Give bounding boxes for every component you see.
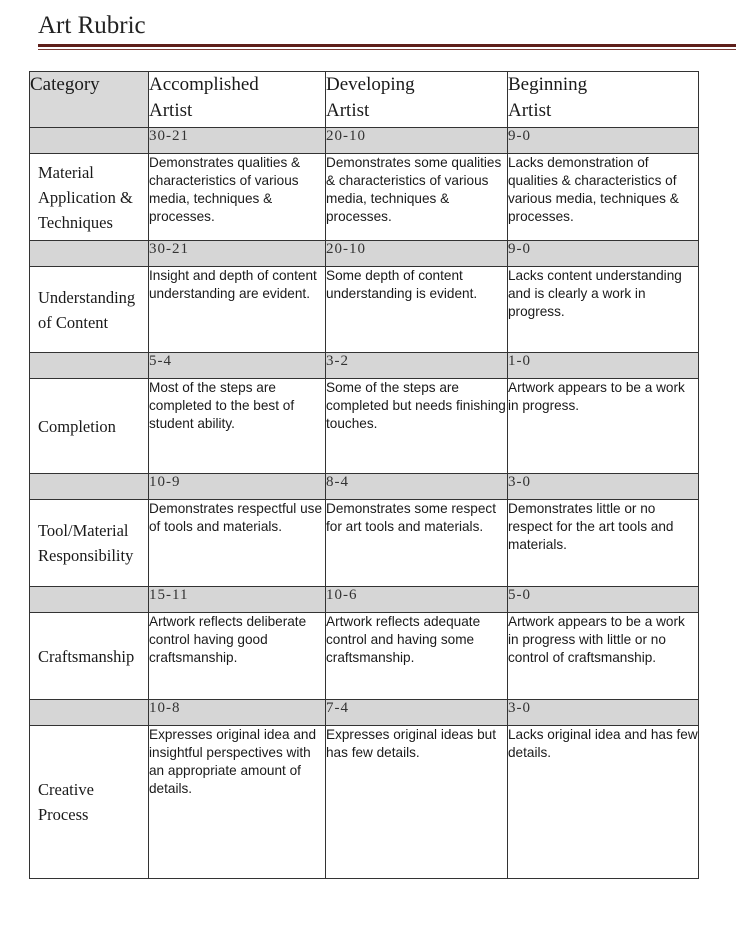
description-row [30, 613, 699, 700]
title-rule-thin [38, 49, 736, 50]
description-cell: Artwork appears to be a work in progress with little or no control of craftsmanship. [508, 613, 699, 700]
description-cell: Lacks demonstration of qualities & characteristics of various media, techniques & processes. [508, 154, 699, 241]
score-row [30, 241, 699, 267]
description-cell: Artwork reflects deliberate control having good craftsmanship. [149, 613, 326, 700]
description-cell: Lacks original idea and has few details. [508, 726, 699, 879]
header-developing: Developing Artist [326, 72, 508, 128]
score-row [30, 474, 699, 500]
description-cell: Demonstrates some qualities & characteristics of various media, techniques & processes. [326, 154, 508, 241]
rubric-table [29, 71, 699, 879]
score-cell: 30-21 [149, 128, 326, 154]
category-label: Tool/Material Responsibility [30, 500, 149, 587]
score-cell: 15-11 [149, 587, 326, 613]
description-cell: Artwork appears to be a work in progress. [508, 379, 699, 474]
score-cell: 20-10 [326, 128, 508, 154]
description-row [30, 500, 699, 587]
category-label: Understanding of Content [30, 267, 149, 353]
score-cell: 3-0 [508, 474, 699, 500]
score-cell-empty [30, 353, 149, 379]
score-cell: 3-0 [508, 700, 699, 726]
category-label: Material Application & Techniques [30, 154, 149, 241]
score-cell-empty [30, 474, 149, 500]
score-cell-empty [30, 700, 149, 726]
score-row [30, 700, 699, 726]
description-row [30, 154, 699, 241]
category-label: Completion [30, 379, 149, 474]
description-row [30, 379, 699, 474]
description-cell: Demonstrates qualities & characteristics of various media, techniques & processes. [149, 154, 326, 241]
description-cell: Some depth of content understanding is evident. [326, 267, 508, 353]
description-row [30, 267, 699, 353]
page-title: Art Rubric [38, 12, 146, 39]
header-category: Category [30, 72, 149, 128]
score-row [30, 128, 699, 154]
score-cell: 10-6 [326, 587, 508, 613]
header-accomplished: Accomplished Artist [149, 72, 326, 128]
score-cell: 30-21 [149, 241, 326, 267]
score-cell-empty [30, 587, 149, 613]
description-cell: Expresses original idea and insightful perspectives with an appropriate amount of details. [149, 726, 326, 879]
title-rule [38, 44, 736, 47]
score-cell: 10-9 [149, 474, 326, 500]
description-row [30, 726, 699, 879]
description-cell: Some of the steps are completed but needs finishing touches. [326, 379, 508, 474]
score-cell: 5-0 [508, 587, 699, 613]
score-cell-empty [30, 241, 149, 267]
score-cell: 20-10 [326, 241, 508, 267]
score-cell: 3-2 [326, 353, 508, 379]
description-cell: Expresses original ideas but has few details. [326, 726, 508, 879]
description-cell: Demonstrates respectful use of tools and materials. [149, 500, 326, 587]
description-cell: Artwork reflects adequate control and having some craftsmanship. [326, 613, 508, 700]
header-row [30, 72, 699, 128]
score-cell: 1-0 [508, 353, 699, 379]
description-cell: Insight and depth of content understanding are evident. [149, 267, 326, 353]
description-cell: Lacks content understanding and is clearly a work in progress. [508, 267, 699, 353]
description-cell: Most of the steps are completed to the best of student ability. [149, 379, 326, 474]
category-label: Craftsmanship [30, 613, 149, 700]
category-label: Creative Process [30, 726, 149, 879]
header-beginning: Beginning Artist [508, 72, 699, 128]
score-cell: 9-0 [508, 241, 699, 267]
score-cell: 10-8 [149, 700, 326, 726]
rubric-body [30, 128, 699, 879]
score-row [30, 353, 699, 379]
score-cell: 8-4 [326, 474, 508, 500]
score-row [30, 587, 699, 613]
score-cell: 7-4 [326, 700, 508, 726]
description-cell: Demonstrates some respect for art tools and materials. [326, 500, 508, 587]
score-cell-empty [30, 128, 149, 154]
score-cell: 9-0 [508, 128, 699, 154]
description-cell: Demonstrates little or no respect for the art tools and materials. [508, 500, 699, 587]
score-cell: 5-4 [149, 353, 326, 379]
